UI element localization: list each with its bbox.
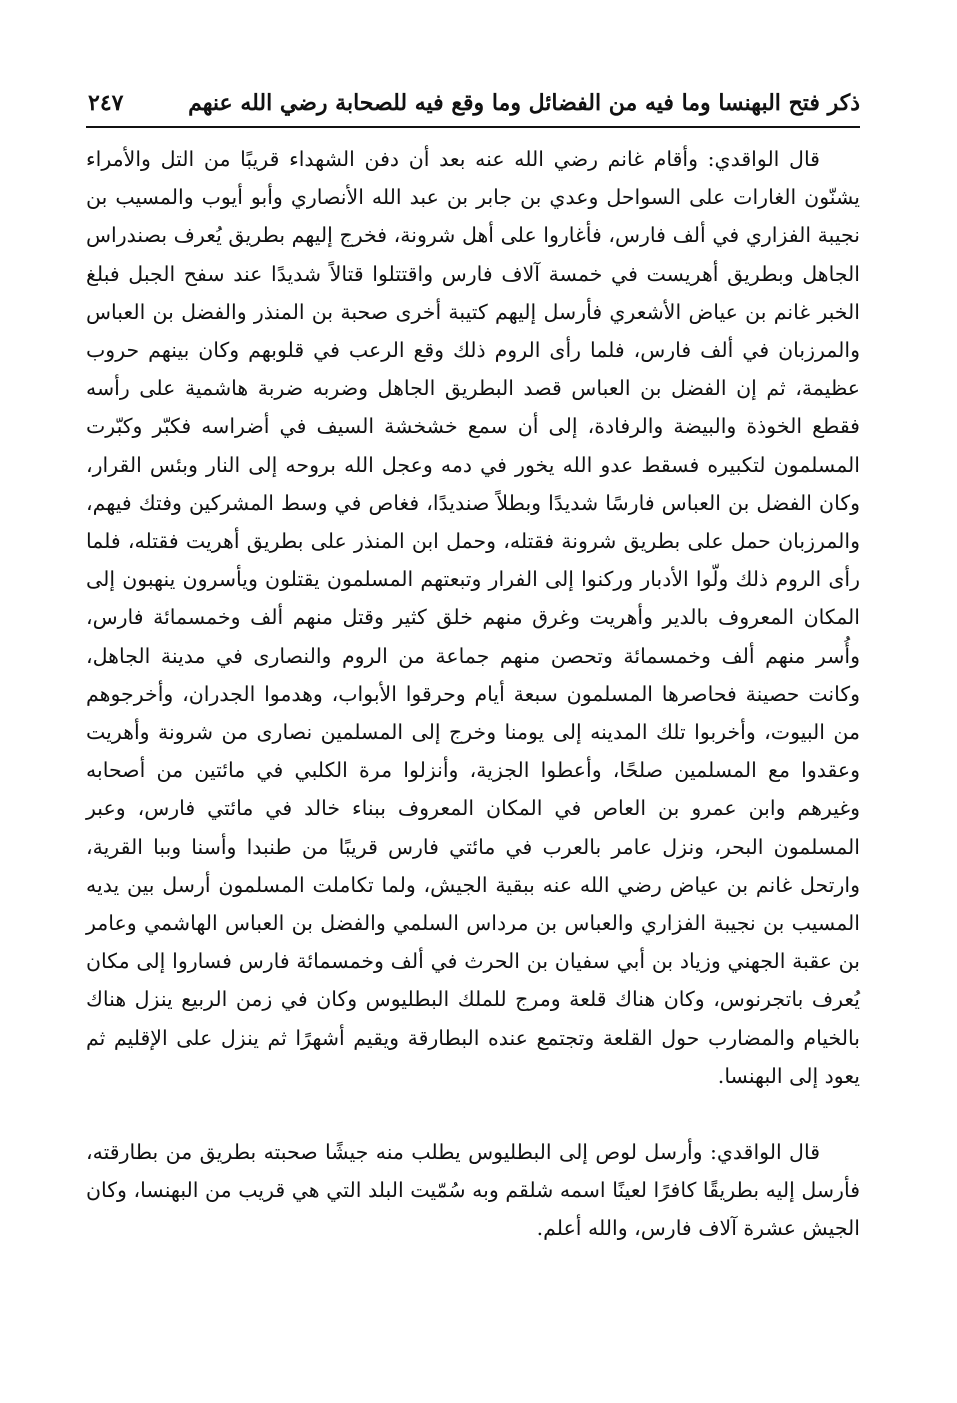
paragraph-2: قال الواقدي: وأرسل لوص إلى البطليوس يطلب منه جيشًا صحبته بطريق من بطارقته، فأرسل إليه بطريقًا كافرًا لعينًا اسمه شلقم وبه سُمّيت البلد التي هي قريب من البهنسا، وكان الجيش عشرة آلاف فارس، والله أعلم.	[86, 1140, 860, 1241]
running-header	[86, 86, 860, 128]
paragraph-1: قال الواقدي: وأقام غانم رضي الله عنه بعد أن دفن الشهداء قريبًا من التل والأمراء يشنّون الغارات على السواحل وعدي بن جابر بن عبد الله الأنصاري وأبو أيوب والمسيب بن نجيبة الفزاري في ألف فارس، فأغاروا على أهل شرونة، فخرج إليهم بطريق يُعرف بصندراس الجاهل وبطريق أهريست في خمسة آلاف فارس واقتتلوا قتالاً شديدًا عند سفح الجبل فبلغ الخبر غانم بن عياض الأشعري فأرسل إليهم كتيبة أخرى صحبة بن المنذر والفضل بن العباس والمرزبان في ألف فارس، فلما رأى الروم ذلك وقع الرعب في قلوبهم وكان بينهم حروب عظيمة، ثم إن الفضل بن العباس قصد البطريق الجاهل وضربه ضربة هاشمية على رأسه فقطع الخوذة والبيضة والرفادة، إلى أن سمع خشخشة السيف في أضراسه فكبّر وكبّرت المسلمون لتكبيره فسقط عدو الله يخور في دمه وعجل الله بروحه إلى النار وبئس القرار، وكان الفضل بن العباس فارسًا شديدًا وبطلاً صنديدًا، فغاص في وسط المشركين وفتك فيهم، والمرزبان حمل على بطريق شرونة فقتله، وحمل ابن المنذر على بطريق أهريت فقتله، فلما رأى الروم ذلك ولّوا الأدبار وركنوا إلى الفرار وتبعتهم المسلمون يقتلون ويأسرون ينهبون إلى المكان المعروف بالدير وأهريت وغرق منهم خلق كثير وقتل منهم ألف وخمسمائة فارس، وأُسر منهم ألف وخمسمائة وتحصن منهم جماعة من الروم والنصارى في مدينة الجاهل، وكانت حصينة فحاصرها المسلمون سبعة أيام وحرقوا الأبواب، وهدموا الجدران، وأخرجوهم من البيوت، وأخربوا تلك المدينه إلى يومنا وخرج إلى المسلمين نصارى من شرونة وأهريت وعقدوا مع المسلمين صلحًا، وأعطوا الجزية، وأنزلوا مرة الكلبي في مائتين من أصحابه وغيرهم وابن عمرو بن العاص في المكان المعروف ببناء خالد في مائتي فارس، وعبر المسلمون البحر، ونزل عامر بالعرب في مائتي فارس قريبًا من طنبدا وأسنا وببا القرية، وارتحل غانم بن عياض رضي الله عنه ببقية الجيش، ولما تكاملت المسلمون أرسل بين يديه المسيب بن نجيبة الفزاري والعباس بن مرداس السلمي والفضل بن العباس الهاشمي وعامر بن عقبة الجهني وزياد بن أبي سفيان بن الحرث في ألف وخمسمائة فارس فساروا إلى مكان يُعرف باتجرنوس، وكان هناك قلعة ومرج للملك البطليوس وكان في زمن الربيع ينزل هناك بالخيام والمضارب حول القلعة وتجتمع عنده البطارقة ويقيم أشهرًا ثم ينزل على الإقليم ثم يعود إلى البهنسا.	[86, 147, 860, 1088]
chapter-title: ذكر فتح البهنسا وما فيه من الفضائل وما وقع فيه للصحابة رضي الله عنهم	[188, 90, 860, 116]
body-text	[86, 140, 860, 1248]
page-number: ٢٤٧	[88, 90, 124, 116]
book-page	[86, 86, 860, 1376]
